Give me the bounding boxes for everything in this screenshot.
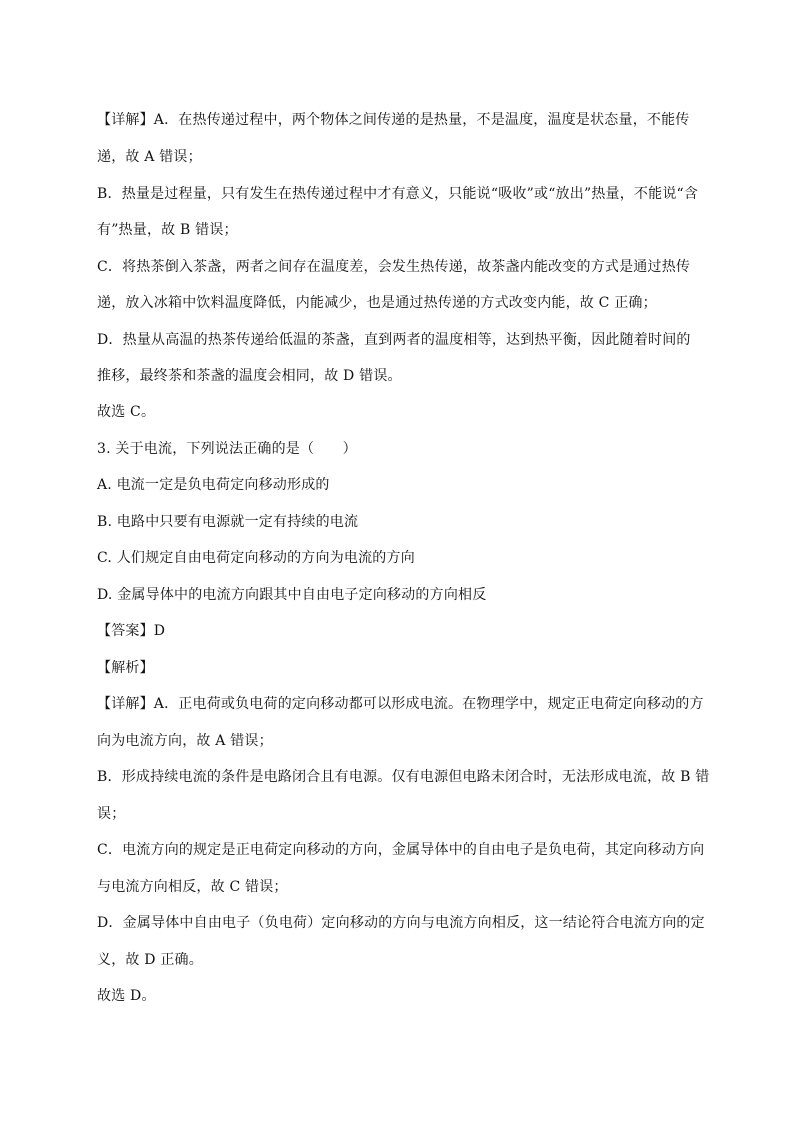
option-b: B. 电路中只要有电源就一定有持续的电流 <box>97 514 359 530</box>
text-line: 推移，最终茶和茶盏的温度会相同，故 D 错误。 <box>97 368 402 384</box>
text-line: 【详解】A．在热传递过程中，两个物体之间传递的是热量，不是温度，温度是状态量，不能传 <box>97 112 690 128</box>
text-line: B．形成持续电流的条件是电路闭合且有电源。仅有电源但电路未闭合时，无法形成电流，故 B 错 <box>97 769 710 785</box>
text-line: 义，故 D 正确。 <box>97 952 203 968</box>
question-stem: 3. 关于电流，下列说法正确的是（ ） <box>97 441 357 457</box>
text-line: C．将热茶倒入茶盏，两者之间存在温度差，会发生热传递，故茶盏内能改变的方式是通过热传 <box>97 259 691 275</box>
analysis-heading: 【解析】 <box>97 660 154 676</box>
option-d: D. 金属导体中的电流方向跟其中自由电子定向移动的方向相反 <box>97 587 487 603</box>
text-line: B．热量是过程量，只有发生在热传递过程中才有意义，只能说“吸收”或“放出”热量，不能说“含 <box>97 186 699 202</box>
option-a: A. 电流一定是负电荷定向移动形成的 <box>97 477 330 493</box>
text-line: 误； <box>97 806 126 822</box>
text-line: 递，故 A 错误； <box>97 149 202 165</box>
text-line: C．电流方向的规定是正电荷定向移动的方向，金属导体中的自由电子是负电荷，其定向移动方向 <box>97 842 705 858</box>
text-line: D．热量从高温的热茶传递给低温的茶盏，直到两者的温度相等，达到热平衡，因此随着时间的 <box>97 332 691 348</box>
answer-line: 【答案】D <box>97 623 166 639</box>
text-line: 故选 C。 <box>97 404 156 420</box>
text-line: 向为电流方向，故 A 错误； <box>97 733 273 749</box>
text-line: 【详解】A．正电荷或负电荷的定向移动都可以形成电流。在物理学中，规定正电荷定向移动的方 <box>97 696 704 712</box>
text-line: 递，放入冰箱中饮料温度降低，内能减少，也是通过热传递的方式改变内能，故 C 正确； <box>97 295 657 311</box>
text-line: 有”热量，故 B 错误； <box>97 222 238 238</box>
text-line: 与电流方向相反，故 C 错误； <box>97 879 288 895</box>
option-c: C. 人们规定自由电荷定向移动的方向为电流的方向 <box>97 550 415 566</box>
text-line: 故选 D。 <box>97 988 156 1004</box>
text-line: D．金属导体中自由电子（负电荷）定向移动的方向与电流方向相反，这一结论符合电流方向的定 <box>97 915 705 931</box>
